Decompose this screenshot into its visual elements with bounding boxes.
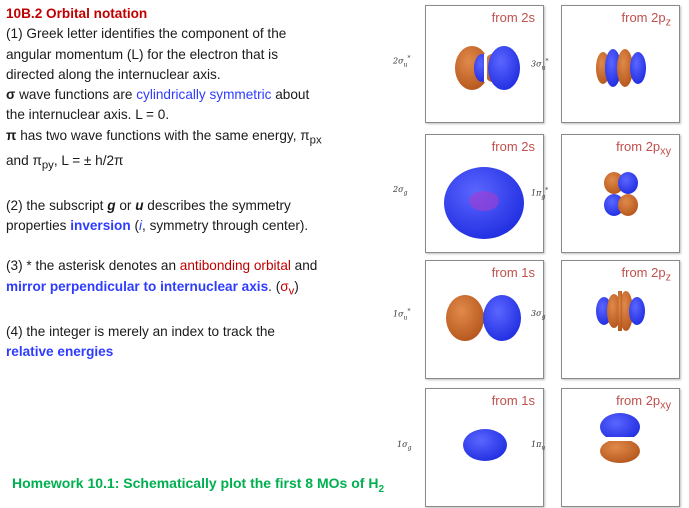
orbital-source-label: from 2s [491,10,535,25]
orbital-source-label: from 1s [491,393,535,408]
section-title: 10B.2 Orbital notation [6,6,148,21]
mirror-highlight: mirror perpendicular to internuclear axis [6,278,269,294]
mo-symbol-label: $3\sigma_u^*$ [531,58,549,72]
p2-line2: properties inversion (i, symmetry through center). [6,218,309,234]
p1-line7: and $\pi_{py}$, L = ± h/2π [6,152,124,172]
p1-line2: angular momentum (L) for the electron that is [6,46,279,62]
mo-symbol-label: $3\sigma_g$ [531,309,546,321]
p3-line1: (3) * the asterisk denotes an antibonding orbital and [6,258,318,274]
p1-line3: directed along the internuclear axis. [6,66,221,82]
relative-energies-highlight: relative energies [6,344,114,360]
orbital-source-label: from $2p_{xy}$ [616,139,671,158]
cylindrical-highlight: cylindrically symmetric [136,87,272,103]
p1-line4: σ wave functions are cylindrically symmetric about [6,87,310,103]
homework-line: Homework 10.1: Schematically plot the first 8 MOs of $H_2$ [12,475,384,495]
inversion-highlight: inversion [70,218,131,234]
orbital-panel [561,5,680,123]
p4-line1: (4) the integer is merely an index to track the [6,323,275,339]
mo-symbol-label: $1\pi_g^*$ [531,187,549,201]
p1-line5: the internuclear axis. L = 0. [6,107,170,123]
antibonding-highlight: antibonding orbital [179,258,291,274]
orbital-source-label: from $2p_z$ [621,10,671,29]
mo-symbol-label: $1\pi_u$ [531,440,546,452]
notation-text [6,4,391,362]
orbital-source-label: from $2p_{xy}$ [616,393,671,412]
p1-line1: (1) Greek letter identifies the component of the [6,26,287,42]
orbital-source-label: from 1s [491,265,535,280]
pi-symbol: π [6,127,17,143]
orbital-panel [425,260,544,379]
orbital-panel [561,260,680,379]
p3-line2: mirror perpendicular to internuclear axis. $(\sigma_v)$ [6,278,299,298]
mo-symbol-label: $2\sigma_u^*$ [393,55,411,69]
orbital-source-label: from 2s [491,139,535,154]
p2-line1: (2) the subscript g or u describes the symmetry [6,197,291,213]
orbital-panel [425,388,544,507]
mo-symbol-label: $1\sigma_g$ [397,440,412,452]
orbital-panel [561,388,680,507]
orbital-panel [561,134,680,253]
sigma-symbol: σ [6,87,16,103]
mo-symbol-label: $2\sigma_g$ [393,185,408,197]
orbital-source-label: from $2p_z$ [621,265,671,284]
p1-line6: π has two wave functions with the same energy, $\pi_{px}$ [6,127,322,147]
mo-symbol-label: $1\sigma_u^*$ [393,308,411,322]
orbital-panel [425,5,544,123]
orbital-panel [425,134,544,253]
